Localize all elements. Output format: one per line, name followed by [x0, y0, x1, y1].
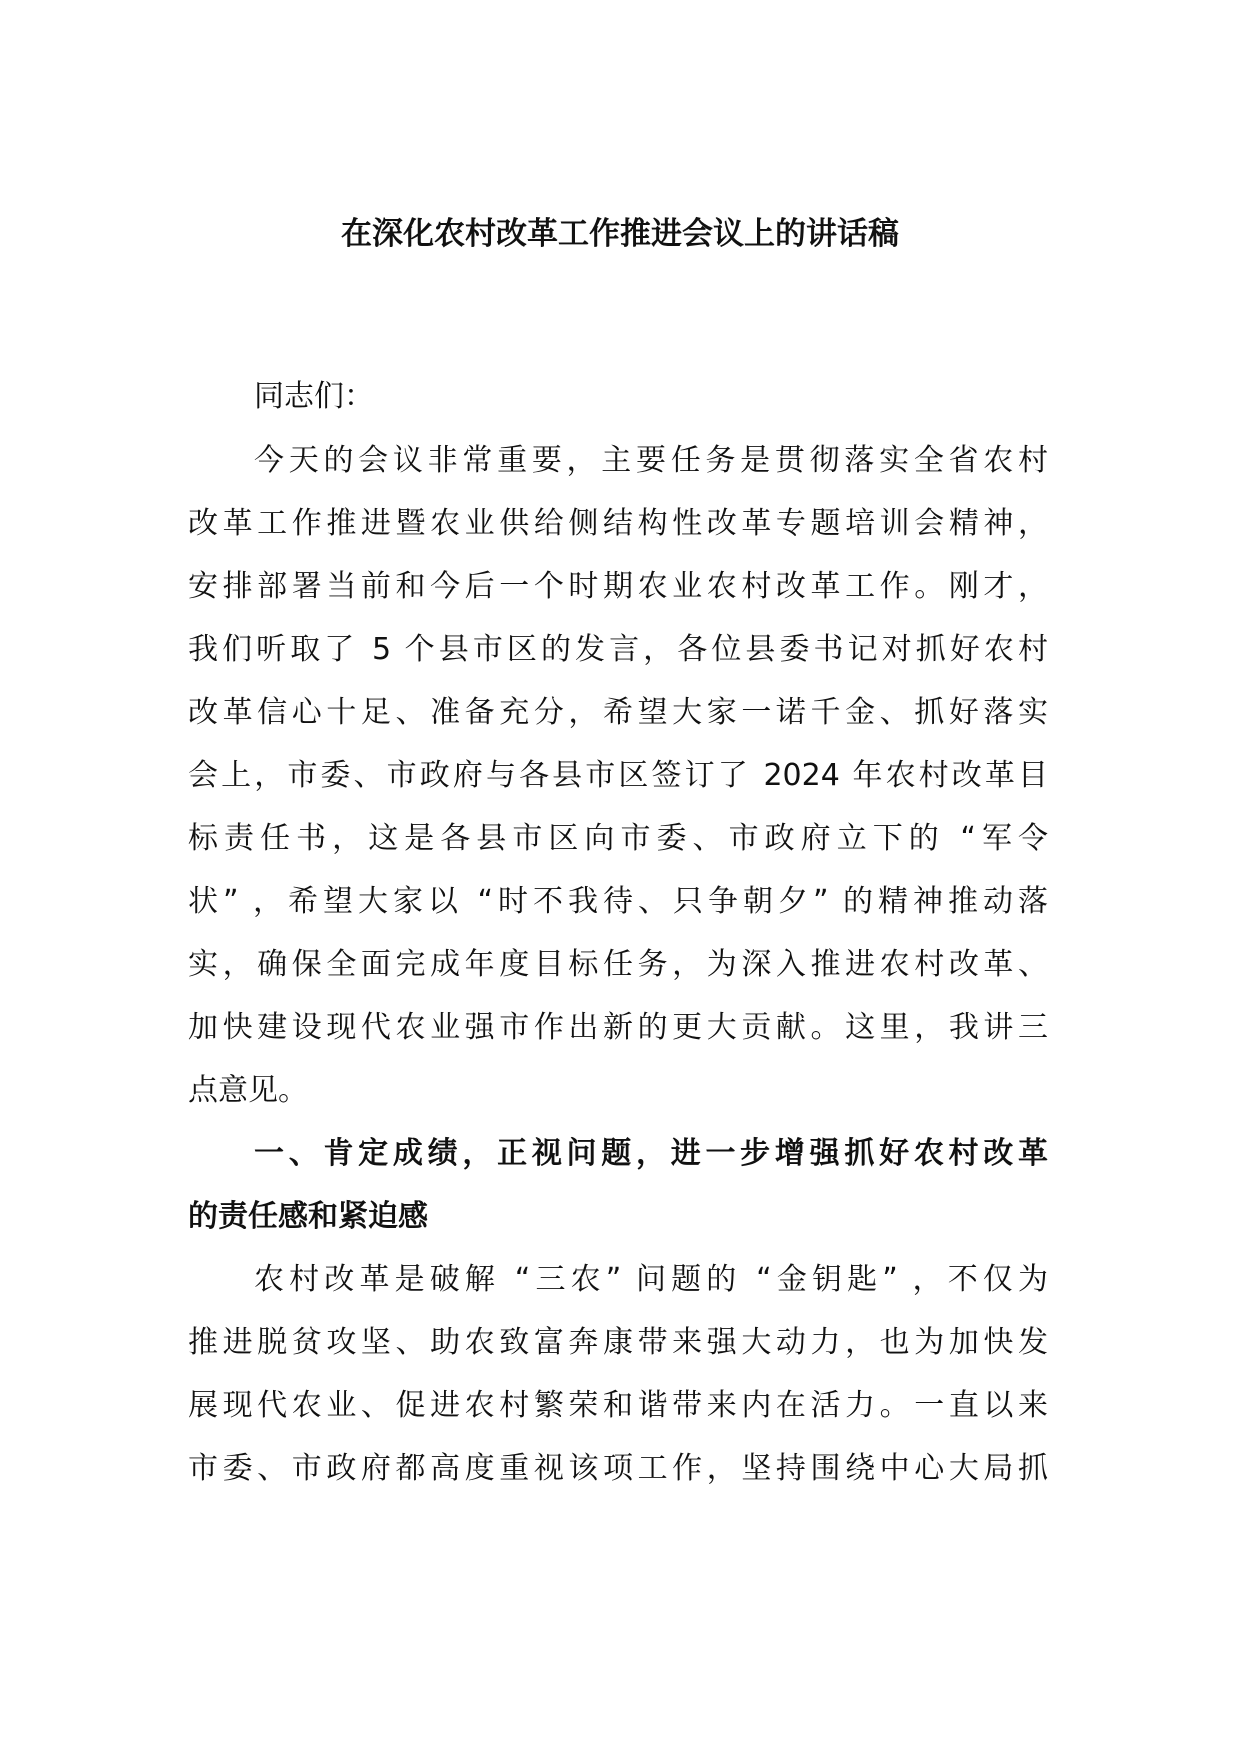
paragraph-line: 标责任书，这是各县市区向市委、市政府立下的 “军令 — [188, 821, 1048, 856]
paragraph-line: 市委、市政府都高度重视该项工作，坚持围绕中心大局抓 — [188, 1451, 1048, 1486]
paragraph-line: 展现代农业、促进农村繁荣和谐带来内在活力。一直以来 — [188, 1388, 1048, 1423]
paragraph-line: 状” ，希望大家以 “时不我待、只争朝夕” 的精神推动落 — [188, 884, 1048, 919]
paragraph-line: 加快建设现代农业强市作出新的更大贡献。这里，我讲三 — [188, 1010, 1048, 1045]
paragraph-line: 改革信心十足、准备充分，希望大家一诺千金、抓好落实 — [188, 695, 1048, 730]
paragraph-line: 安排部署当前和今后一个时期农业农村改革工作。刚才， — [188, 569, 1048, 604]
paragraph-line: 推进脱贫攻坚、助农致富奔康带来强大动力，也为加快发 — [188, 1325, 1048, 1360]
section-heading: 一、肯定成绩，正视问题，进一步增强抓好农村改革 — [254, 1136, 1048, 1171]
document-title: 在深化农村改革工作推进会议上的讲话稿 — [341, 216, 899, 252]
paragraph-line: 改革工作推进暨农业供给侧结构性改革专题培训会精神， — [188, 506, 1048, 541]
paragraph-line: 今天的会议非常重要，主要任务是贯彻落实全省农村 — [254, 443, 1048, 478]
paragraph-line: 点意见。 — [188, 1073, 308, 1108]
paragraph-line: 我们听取了 5 个县市区的发言，各位县委书记对抓好农村 — [188, 632, 1048, 667]
paragraph-line: 会上，市委、市政府与各县市区签订了 2024 年农村改革目 — [188, 758, 1048, 793]
paragraph-line: 实，确保全面完成年度目标任务，为深入推进农村改革、 — [188, 947, 1048, 982]
section-heading: 的责任感和紧迫感 — [188, 1199, 428, 1234]
paragraph-line: 农村改革是破解 “三农” 问题的 “金钥匙” ，不仅为 — [254, 1262, 1048, 1297]
salutation: 同志们： — [254, 379, 374, 414]
